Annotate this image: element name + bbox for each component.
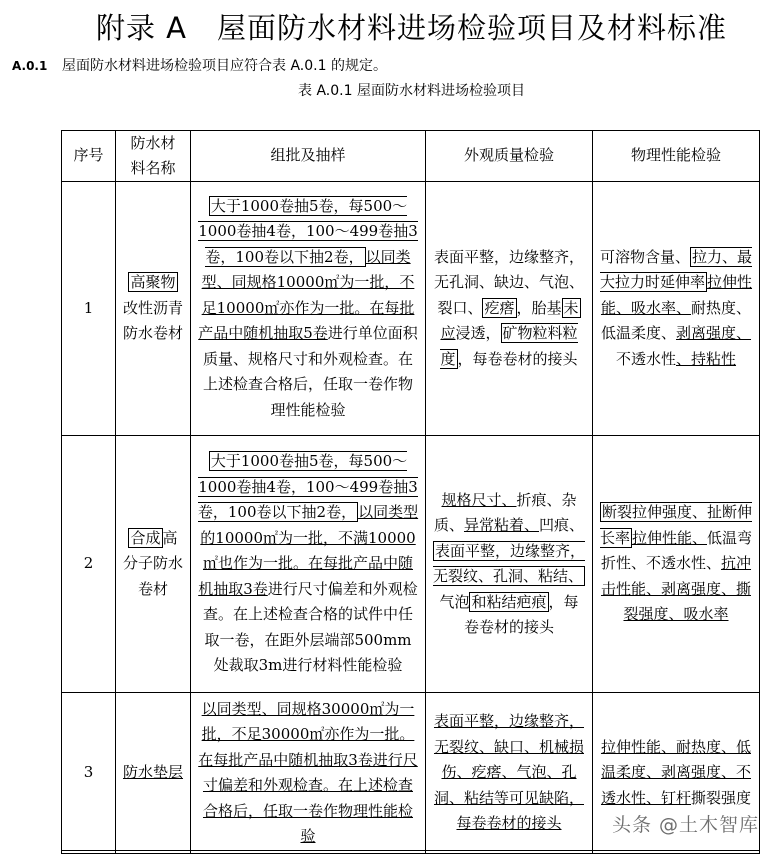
cell-material <box>116 693 191 854</box>
cell-text-segment: 和粘结疤痕 <box>471 592 547 611</box>
cell-text-segment: 凹痕、 <box>539 516 585 534</box>
clause-number: A.0.1 <box>12 59 48 73</box>
cell-text-segment: 表面平整，边缘整齐，无裂纹、孔洞、粘结、 <box>432 541 585 585</box>
header-appearance: 外观质量检验 <box>426 131 593 182</box>
cell-material <box>116 436 191 693</box>
cell-text-segment: 剥离强度、 <box>676 324 752 343</box>
cell-text-segment: 拉伸性能、吸水率、 <box>600 273 753 317</box>
table-row <box>62 182 760 436</box>
header-material: 防水材料名称 <box>116 131 191 182</box>
cell-text-segment: 拉伸性能、耐热度、低温柔度、剥离强度、不透水性、钉杆 <box>600 737 751 807</box>
clause <box>12 55 387 75</box>
cell-text-segment: 以同类型、同规格30000㎡为一批，不足30000㎡亦作为一批。在每批产品中随机抽取3卷进行尺寸偏差和外观检查。在上述检查合格后，任取一卷作物理性能检验 <box>198 699 418 845</box>
cell-text-segment: 改性沥青防水卷材 <box>122 298 183 343</box>
cell-text-segment: 耐热度、低温柔度、 <box>600 298 752 343</box>
cell-text-segment: 进行单位面积质量、规格尺寸和外观检查。在上述检查合格后，任取一卷作物理性能检验 <box>202 324 418 419</box>
cell-text-segment: 浸透， <box>455 324 501 343</box>
cell-material <box>116 182 191 436</box>
table-header-row <box>62 131 760 182</box>
cell-text-segment: 抗冲击性能、剥离强度、撕裂强度、吸水率 <box>600 554 752 624</box>
appendix-title <box>0 6 763 47</box>
cell-seq: 1 <box>62 182 116 436</box>
cell-text-segment: 拉伸性能、 <box>631 528 707 547</box>
cell-text-segment: 撕裂强度 <box>691 788 752 807</box>
cell-text-segment: 未 <box>563 298 579 317</box>
cell-physical <box>593 182 760 436</box>
cell-text-segment: 低温弯折性、不透水性、 <box>600 528 753 573</box>
cell-text-segment: 气泡 <box>439 592 470 611</box>
cell-text-segment: 以同类型、同规格10000㎡为一批，不足10000㎡亦作为一批。在每批产品中随机抽取5卷 <box>198 247 415 343</box>
cell-text-segment: 拉力、最大拉力时延伸率 <box>599 247 753 292</box>
table-row <box>62 436 760 693</box>
cell-text-segment: 高分子防水卷材 <box>122 528 183 598</box>
cell-text-segment: 大于1000卷抽5卷，每500～1000卷抽4卷，100～499卷抽3卷，100卷以下抽2卷， <box>197 452 418 522</box>
cell-text-segment: ，胎基 <box>516 298 562 317</box>
cell-sampling <box>191 436 426 693</box>
cell-text-segment: 表面平整，边缘整齐，无裂纹、缺口、机械损伤、疙瘩、气泡、孔洞、粘结等可见缺陷，每卷卷材的接头 <box>433 712 584 833</box>
header-seq: 序号 <box>62 131 116 182</box>
cell-text-segment: 防水垫 <box>122 763 168 782</box>
cell-text-segment: 折痕、杂质、 <box>433 490 577 534</box>
cell-appearance <box>426 436 593 693</box>
cell-text-segment: 异常粘着、 <box>463 516 539 534</box>
header-physical: 物理性能检验 <box>593 131 760 182</box>
cell-text-segment: 合成 <box>130 528 161 547</box>
appendix-title-text: 屋面防水材料进场检验项目及材料标准 <box>217 11 728 45</box>
cell-seq: 2 <box>62 436 116 693</box>
cell-text-segment: 高聚物 <box>130 273 176 292</box>
cell-text-segment: 表面平整，边缘整齐，无孔洞、缺边、气泡、裂口、 <box>433 247 584 317</box>
cell-text-segment: 、持粘性 <box>676 349 737 368</box>
appendix-prefix: 附录 A <box>95 11 188 45</box>
table-caption: 表 A.0.1 屋面防水材料进场检验项目 <box>298 83 525 99</box>
cell-text-segment: ，每卷卷材的接头 <box>457 349 578 368</box>
cell-text-segment: 规格尺寸、 <box>441 490 517 509</box>
table-next-row-edge <box>61 850 759 851</box>
cell-text-segment: 可溶物含量、 <box>599 247 690 266</box>
header-sampling: 组批及抽样 <box>191 131 426 182</box>
cell-sampling <box>191 693 426 854</box>
cell-text-segment: 矿物粒料粒度 <box>440 324 578 368</box>
cell-seq: 3 <box>62 693 116 854</box>
cell-physical <box>593 436 760 693</box>
cell-text-segment: 不透水性 <box>615 349 676 368</box>
cell-text-segment: 以同类型的10000㎡为一批，不满10000㎡也作为一批。在每批产品中随机抽取3卷 <box>198 503 419 598</box>
cell-text-segment: ，每卷卷材的接头 <box>463 592 579 636</box>
cell-text-segment: 进行尺寸偏差和外观检查。在上述检查合格的试件中任取一卷，在距外层端部500mm处裁取3m进行材料性能检验 <box>202 579 418 675</box>
cell-sampling <box>191 182 426 436</box>
cell-appearance <box>426 693 593 854</box>
cell-text-segment: 大于1000卷抽5卷，每500～1000卷抽4卷，100～499卷抽3卷，100卷以下抽2卷， <box>198 196 418 266</box>
cell-text-segment: 应 <box>440 324 456 343</box>
inspection-table <box>61 130 760 854</box>
cell-text-segment: 层 <box>168 763 184 782</box>
cell-appearance <box>426 182 593 436</box>
clause-text: 屋面防水材料进场检验项目应符合表 A.0.1 的规定。 <box>62 58 387 74</box>
cell-text-segment: 断裂拉伸强度、扯断伸长率 <box>599 503 752 547</box>
cell-text-segment: 疙瘩 <box>484 298 515 317</box>
watermark: 头条 @土木智库 <box>612 814 760 836</box>
